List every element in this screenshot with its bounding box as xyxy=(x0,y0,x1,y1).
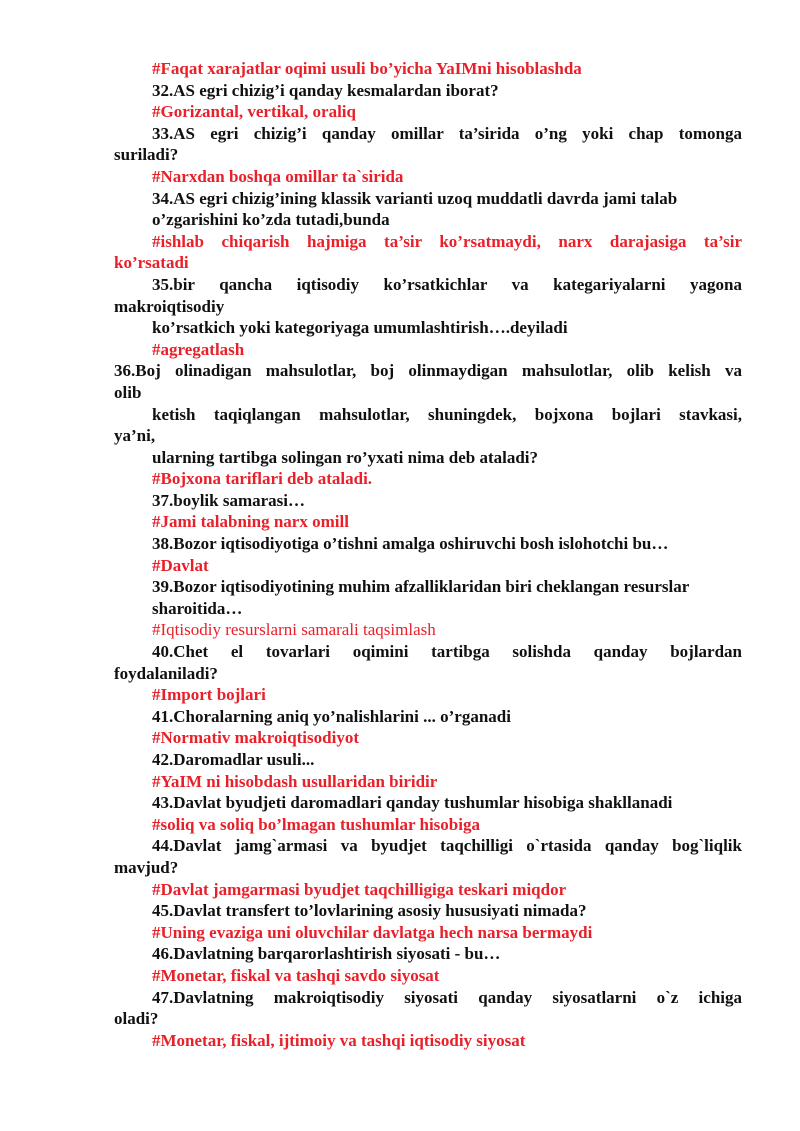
answer-line: #Gorizantal, vertikal, oraliq xyxy=(152,102,356,122)
question-line: mavjud? xyxy=(114,857,179,877)
question-line: o’zgarishini ko’zda tutadi,bunda xyxy=(152,210,390,230)
question-line: foydalaniladi? xyxy=(114,663,218,683)
answer-line: #YaIM ni hisobdash usullaridan biridir xyxy=(152,771,438,791)
question-line: 36.Boj olinadigan mahsulotlar, boj olinmaydigan mahsulotlar, olib kelish va xyxy=(114,361,742,381)
question-line: 39.Bozor iqtisodiyotining muhim afzalliklaridan biri cheklangan resurslar xyxy=(152,577,690,597)
question-line: 34.AS egri chizig’ining klassik varianti uzoq muddatli davrda jami talab xyxy=(152,188,678,208)
question-line: ya’ni, xyxy=(114,426,156,446)
question-line: 47.Davlatning makroiqtisodiy siyosati qanday siyosatlarni o`z ichiga xyxy=(152,987,742,1007)
question-line: suriladi? xyxy=(114,145,179,165)
question-line: 41.Choralarning aniq yo’nalishlarini ... o’rganadi xyxy=(152,706,511,726)
question-line: 44.Davlat jamg`armasi va byudjet taqchilligi o`rtasida qanday bog`liqlik xyxy=(152,836,742,856)
question-line: makroiqtisodiy xyxy=(114,296,225,316)
answer-line: #Faqat xarajatlar oqimi usuli bo’yicha YaIMni hisoblashda xyxy=(152,59,582,78)
question-line: ularning tartibga solingan ro’yxati nima deb ataladi? xyxy=(152,447,539,467)
question-line: 45.Davlat transfert to’lovlarining asosiy hususiyati nimada? xyxy=(152,901,587,921)
answer-line: #Normativ makroiqtisodiyot xyxy=(152,728,359,748)
answer-line: #Uning evaziga uni oluvchilar davlatga hech narsa bermaydi xyxy=(152,922,593,942)
answer-line: #Bojxona tariflari deb ataladi. xyxy=(152,469,373,489)
question-line: ketish taqiqlangan mahsulotlar, shuningdek, bojxona bojlari stavkasi, xyxy=(152,404,742,424)
answer-line: #Davlat jamgarmasi byudjet taqchilligiga teskari miqdor xyxy=(152,879,567,899)
question-line: oladi? xyxy=(114,1009,159,1029)
answer-line: #Monetar, fiskal, ijtimoiy va tashqi iqtisodiy siyosat xyxy=(152,1030,526,1050)
question-line: 37.boylik samarasi… xyxy=(152,490,306,510)
answer-line: #ishlab chiqarish hajmiga ta’sir ko’rsatmaydi, narx darajasiga ta’sir xyxy=(152,231,742,251)
question-line: 38.Bozor iqtisodiyotiga o’tishni amalga oshiruvchi bosh islohotchi bu… xyxy=(152,534,669,554)
answer-line: #soliq va soliq bo’lmagan tushumlar hisobiga xyxy=(152,814,480,834)
question-line: 40.Chet el tovarlari oqimini tartibga solishda qanday bojlardan xyxy=(152,642,742,662)
answer-line: #Jami talabning narx omill xyxy=(152,512,349,532)
answer-line: #agregatlash xyxy=(152,339,245,359)
question-line: 33.AS egri chizig’i qanday omillar ta’sirida o’ng yoki chap tomonga xyxy=(152,123,742,143)
answer-line: #Import bojlari xyxy=(152,685,266,705)
question-line: 42.Daromadlar usuli... xyxy=(152,750,315,769)
answer-line: #Iqtisodiy resurslarni samarali taqsimlash xyxy=(152,620,436,640)
answer-line: #Narxdan boshqa omillar ta`sirida xyxy=(152,166,404,186)
question-line: olib xyxy=(114,382,142,402)
question-line: 43.Davlat byudjeti daromadlari qanday tushumlar hisobiga shakllanadi xyxy=(152,793,673,813)
answer-line: #Davlat xyxy=(152,555,209,575)
qa-list xyxy=(114,58,742,1051)
question-line: 35.bir qancha iqtisodiy ko’rsatkichlar va kategariyalarni yagona xyxy=(152,274,742,294)
answer-line: #Monetar, fiskal va tashqi savdo siyosat xyxy=(152,965,440,985)
answer-line: ko’rsatadi xyxy=(114,253,189,273)
question-line: ko’rsatkich yoki kategoriyaga umumlashtirish….deyiladi xyxy=(152,318,568,338)
question-line: 46.Davlatning barqarorlashtirish siyosati - bu… xyxy=(152,944,501,964)
question-line: 32.AS egri chizig’i qanday kesmalardan iborat? xyxy=(152,80,499,100)
question-line: sharoitida… xyxy=(152,598,243,618)
